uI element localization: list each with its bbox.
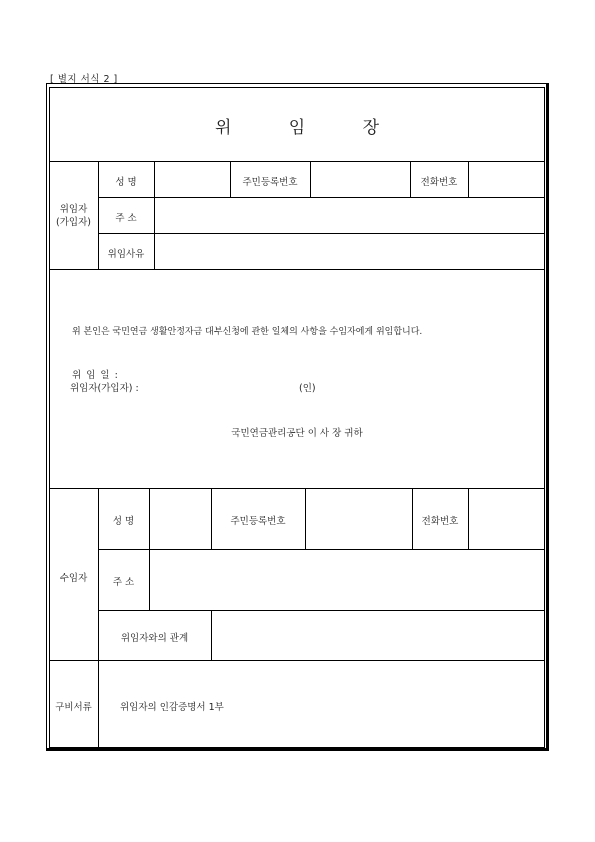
column-divider (98, 488, 99, 748)
column-divider (468, 161, 469, 197)
column-divider (211, 610, 212, 660)
delegator-sign-label: 위임자(가입자) : (70, 383, 139, 394)
column-divider (310, 161, 311, 197)
recipient-label: 국민연금관리공단 이 사 장 귀하 (231, 428, 363, 439)
delegator-label-line1: 위임자 (59, 204, 88, 215)
row-divider (98, 233, 545, 234)
section-divider (49, 269, 545, 270)
delegation-date-label: 위 임 일 : (72, 370, 119, 381)
column-divider (149, 488, 150, 610)
delegatee-address-label: 주 소 (112, 577, 135, 588)
delegatee-name-label: 성 명 (112, 516, 135, 527)
section-divider (49, 660, 545, 661)
delegator-phone-label: 전화번호 (420, 177, 458, 188)
delegatee-id-label: 주민등록번호 (230, 516, 286, 527)
section-divider (49, 488, 545, 489)
column-divider (154, 161, 155, 269)
delegator-id-label: 주민등록번호 (242, 177, 298, 188)
row-divider (98, 549, 545, 550)
delegation-statement: 위 본인은 국민연금 생활안정자금 대부신청에 관한 일체의 사항을 수임자에게 위임합니다. (72, 327, 423, 337)
delegatee-relation-label: 위임자와의 관계 (120, 633, 189, 644)
delegator-section-label (49, 203, 98, 229)
documents-value: 위임자의 인감증명서 1부 (120, 702, 224, 713)
delegator-name-label: 성 명 (115, 177, 137, 188)
delegator-label-line2: (가입자) (56, 217, 91, 228)
delegator-address-label: 주 소 (115, 213, 137, 224)
column-divider (305, 488, 306, 549)
documents-label: 구비서류 (55, 702, 92, 713)
column-divider (468, 488, 469, 549)
delegator-reason-label: 위임사유 (107, 249, 145, 260)
row-divider (98, 197, 545, 198)
title-divider (49, 161, 545, 162)
seal-label: (인) (299, 383, 316, 394)
delegatee-section-label: 수임자 (59, 573, 88, 584)
row-divider (98, 610, 545, 611)
form-label: [ 별지 서식 2 ] (50, 74, 118, 85)
document-title: 위 임 장 (214, 118, 380, 138)
delegatee-phone-label: 전화번호 (421, 516, 459, 527)
